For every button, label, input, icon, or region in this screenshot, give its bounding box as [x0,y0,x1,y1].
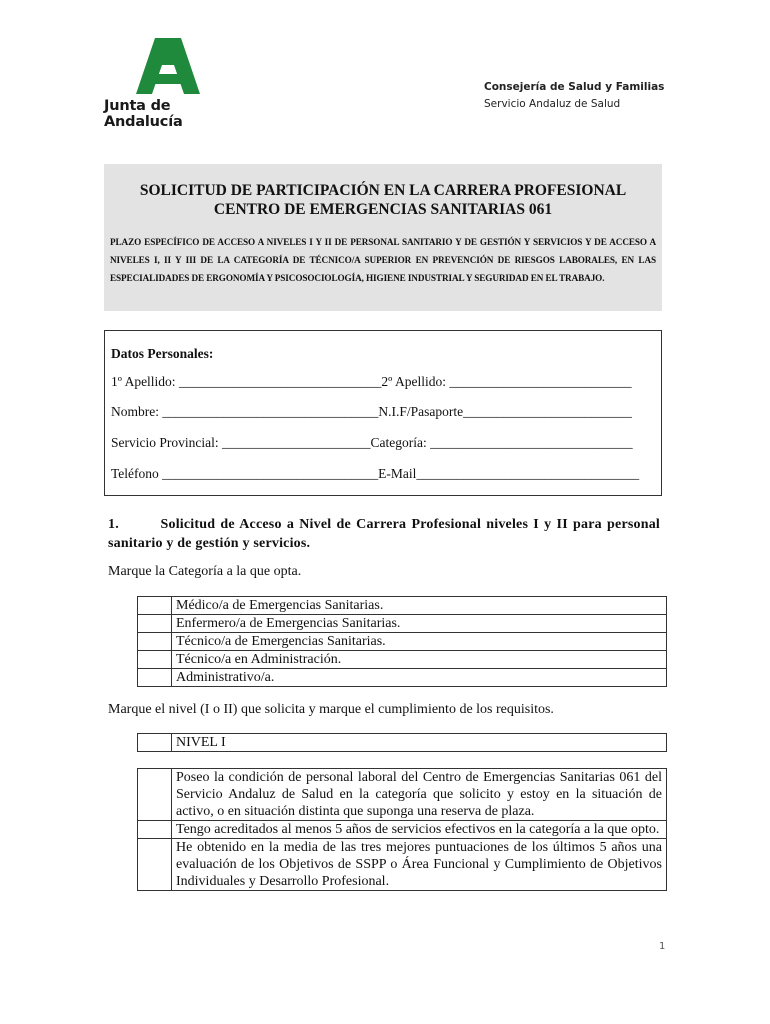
table-row [138,734,667,752]
department-block [484,79,664,113]
level-label: NIVEL I [172,734,667,752]
category-instruction: Marque la Categoría a la que opta. [108,564,302,579]
table-row [138,821,667,839]
table-row [138,597,667,615]
department-name: Consejería de Salud y Familias [484,81,665,93]
section-1-heading: 1. Solicitud de Acceso a Nivel de Carrera Profesional niveles I y II para personal sanitario y de gestión y servicios. [108,517,660,551]
category-checkbox[interactable] [138,615,172,633]
requirement-checkbox[interactable] [138,769,172,821]
category-table [137,596,667,687]
category-label: Técnico/a en Administración. [172,651,667,669]
category-checkbox[interactable] [138,651,172,669]
name-nif-field-row[interactable]: Nombre: ________________________________N.I.F/Pasaporte_________________________ [111,404,632,419]
category-label: Técnico/a de Emergencias Sanitarias. [172,633,667,651]
level-table [137,733,667,752]
requirement-checkbox[interactable] [138,839,172,891]
page-number: 1 [659,941,666,952]
requirement-text: Poseo la condición de personal laboral del Centro de Emergencias Sanitarias 061 del Servicio Andaluz de Salud en la categoría que solicito y estoy en la situación de activo, o en situación distinta que suponga una reserva de plaza. [172,769,667,821]
service-name: Servicio Andaluz de Salud [484,98,621,110]
category-label: Médico/a de Emergencias Sanitarias. [172,597,667,615]
document-subtitle: PLAZO ESPECÍFICO DE ACCESO A NIVELES I Y II DE PERSONAL SANITARIO Y DE GESTIÓN Y SERVICIOS Y DE ACCESO A NIVELES I, II Y III DE LA CATEGORÍA DE TÉCNICO/A SUPERIOR EN PREVENCIÓN DE RIESGOS LABORALES, EN LAS ESPECIALIDADES DE ERGONOMÍA Y PSICOSOCIOLOGÍA, HIGIENE INDUSTRIAL Y SEGURIDAD EN EL TRABAJO. [110,237,656,283]
table-row [138,839,667,891]
category-label: Administrativo/a. [172,669,667,687]
table-row [138,651,667,669]
service-category-field-row[interactable]: Servicio Provincial: ______________________Categoría: ______________________________ [111,435,633,450]
surnames-field-row[interactable]: 1º Apellido: ______________________________2º Apellido: ___________________________ [111,374,632,389]
requirement-text: Tengo acreditados al menos 5 años de servicios efectivos en la categoría a la que opto. [172,821,667,839]
requirement-text: He obtenido en la media de las tres mejores puntuaciones de los últimos 5 años una evaluación de los Objetivos de SSPP o Área Funcional y Cumplimiento de Objetivos Individuales y Desarrollo Profesional. [172,839,667,891]
level-checkbox[interactable] [138,734,172,752]
table-row [138,669,667,687]
phone-email-field-row[interactable]: Teléfono ________________________________E-Mail_________________________________ [111,466,640,481]
category-checkbox[interactable] [138,597,172,615]
org-name: Junta de Andalucía [104,98,183,130]
table-row [138,615,667,633]
title-line-1: SOLICITUD DE PARTICIPACIÓN EN LA CARRERA PROFESIONAL [139,182,627,199]
personal-data-heading: Datos Personales: [111,346,214,361]
category-checkbox[interactable] [138,669,172,687]
title-box [104,164,662,311]
junta-logo [104,38,244,130]
table-row [138,633,667,651]
category-checkbox[interactable] [138,633,172,651]
title-line-2: CENTRO DE EMERGENCIAS SANITARIAS 061 [213,201,553,218]
requirement-checkbox[interactable] [138,821,172,839]
personal-data-box [104,330,662,496]
level-instruction: Marque el nivel (I o II) que solicita y marque el cumplimiento de los requisitos. [108,702,554,717]
document-title [104,181,662,219]
requirements-table [137,768,667,891]
table-row [138,769,667,821]
junta-a-logo-icon [136,38,200,94]
category-label: Enfermero/a de Emergencias Sanitarias. [172,615,667,633]
